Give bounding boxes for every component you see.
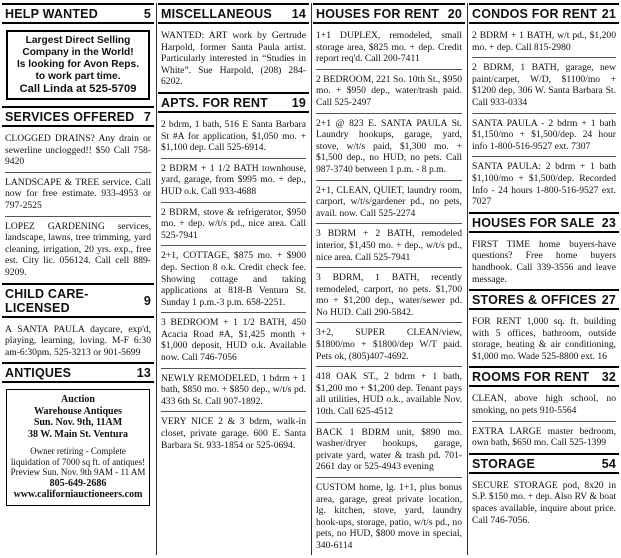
section-number: 32 bbox=[601, 370, 616, 385]
ad-divider bbox=[316, 322, 462, 323]
section-title: STORAGE bbox=[472, 456, 535, 471]
ad-divider bbox=[472, 156, 616, 157]
auction-line-3: Sun. Nov. 9th, 11AM bbox=[33, 417, 123, 429]
classified-ad: 2+1, CLEAN, QUIET, laundry room, carport, w/t/s/gardener pd., no pets, avail. now. Call 525-2274 bbox=[316, 184, 462, 219]
section-number: 5 bbox=[143, 7, 151, 21]
classified-ad: 2 BDRM + 1 1/2 BATH townhouse, yard, garage, from $995 mo. + dep., HUD o.k. Call 933-4688 bbox=[161, 162, 306, 197]
classified-ad: 418 OAK ST., 2 bdrm + 1 bath, $1,200 mo + $1,200 dep. Tenant pays all utilities, HUD o.k., available Nov. 10th. Call 625-4512 bbox=[316, 371, 462, 418]
avon-line-5: Call Linda at 525-5709 bbox=[19, 83, 137, 95]
section-header-help-wanted bbox=[2, 3, 154, 24]
auction-line-4: 38 W. Main St. Ventura bbox=[27, 428, 129, 440]
ad-divider bbox=[161, 411, 306, 412]
section-number: 27 bbox=[601, 293, 616, 308]
classified-ad: CLEAN, above high school, no smoking, no pets 910-5564 bbox=[472, 393, 616, 417]
classified-ad: SANTA PAULA: 2 bdrm + 1 bath $1,100/mo + $1,500/dep. Recorded Info - 24 hours 1-800-516-9527 ext. 7027 bbox=[472, 161, 616, 208]
classified-ad: 3 BEDROOM + 1 1/2 BATH, 450 Acacia Road #A, $1,425 month + $1,000 deposit, HUD o.k. Available now. Call 746-7056 bbox=[161, 317, 306, 364]
classified-ad: 2 BDRM + 1 BATH, w/t pd., $1,200 mo. + dep. Call 815-2980 bbox=[472, 30, 616, 53]
classified-ad: 2+1 @ 823 E. SANTA PAULA St. Laundry hookups, garage, yard, stove, w/t/s paid, $1,300 mo. + $1,500 dep., no HUD, no pets. Call 987-3740 between 1 p.m. - 8 p.m. bbox=[316, 117, 462, 175]
section-title: CHILD CARE-LICENSED bbox=[5, 286, 89, 315]
ad-divider bbox=[5, 172, 151, 173]
section-header-rooms-for-rent bbox=[469, 366, 619, 387]
classified-ad: SANTA PAULA - 2 bdrm + 1 bath $1,150/mo + $1,500/dep. 24 hour info 1-800-516-9527 ext. 7307 bbox=[472, 117, 616, 152]
section-number: 9 bbox=[143, 293, 151, 308]
classified-ad: CLOGGED DRAINS? Any drain or sewerline unclogged!! $50 Call 758-9420 bbox=[5, 133, 151, 168]
classified-ad: NEWLY REMODELED, 1 bdrm + 1 bath, $850 mo. + $850 dep., w/t/s pd. 433 6th St. Call 907-1892. bbox=[161, 372, 306, 407]
auction-display-ad bbox=[6, 389, 150, 506]
classified-ad: 3+2, SUPER CLEAN/view, $1800/mo + $1800/dep W/T paid. Pets ok, (805)407-4692. bbox=[316, 327, 462, 362]
section-number: 23 bbox=[601, 215, 616, 230]
ad-divider bbox=[161, 158, 306, 159]
classified-ad: BACK 1 BDRM unit, $890 mo. washer/dryer hookups, garage, private yard, water & trash pd. 701-2661 day or 525-4943 evening bbox=[316, 426, 462, 473]
classified-ad: 3 BDRM, 1 BATH, recently remodeled, carport, no pets. $1,700 mo + $1,200 dep., water/sewer pd. No HUD. Call 290-5842. bbox=[316, 272, 462, 318]
ad-divider bbox=[316, 180, 462, 181]
section-header-stores-offices bbox=[469, 289, 619, 310]
column-rule bbox=[156, 3, 157, 555]
column-3 bbox=[313, 3, 465, 555]
section-number: 20 bbox=[447, 7, 462, 21]
section-header-antiques bbox=[2, 362, 154, 383]
classified-ad: A SANTA PAULA daycare, exp'd, playing, learning, loving. M-F 6:30 am-6:30pm. 525-3213 or 901-5699 bbox=[5, 323, 151, 358]
section-number: 14 bbox=[291, 7, 306, 21]
section-header-houses-for-sale bbox=[469, 212, 619, 233]
column-1 bbox=[2, 3, 154, 555]
classified-ad: 2 BEDROOM, 221 So. 10th St., $950 mo. + $950 dep., water/trash paid. Call 525-2497 bbox=[316, 73, 462, 108]
column-rule bbox=[467, 3, 468, 555]
ad-divider bbox=[316, 113, 462, 114]
ad-divider bbox=[5, 216, 151, 217]
ad-divider bbox=[161, 202, 306, 203]
classified-ad: SECURE STORAGE pod, 8x20 in S.P. $150 mo. + dep. Also RV & boat spaces available, inquire about price. Call 746-7056. bbox=[472, 479, 616, 526]
section-title: STORES & OFFICES bbox=[472, 293, 597, 308]
auction-line-6: Preview Sun. Nov. 9th 9AM - 11 AM bbox=[10, 467, 146, 478]
section-number: 21 bbox=[601, 7, 616, 21]
ad-divider bbox=[161, 368, 306, 369]
column-rule bbox=[311, 3, 312, 555]
section-header-miscellaneous bbox=[158, 3, 309, 24]
classified-ad: 2 bdrm, 1 bath, 516 E Santa Barbara St #A for application, $1,050 mo. + $1,100 dep. Call 525-6914. bbox=[161, 118, 306, 154]
section-header-apts-for-rent bbox=[158, 92, 309, 113]
ad-divider bbox=[316, 69, 462, 70]
section-title: ROOMS FOR RENT bbox=[472, 370, 590, 385]
classified-ad: 2 BDRM, 1 BATH, garage, new paint/carpet, W/D, $1100/mo + $1200 dep, 306 W. Santa Barbara St. Call 933-0334 bbox=[472, 62, 616, 108]
section-header-child-care bbox=[2, 283, 154, 318]
section-number: 54 bbox=[601, 456, 616, 471]
classified-ad: VERY NICE 2 & 3 bdrm, walk-in closet, private garage. 600 E. Santa Barbara St. 933-1854 or 525-0694. bbox=[161, 416, 306, 451]
section-number: 13 bbox=[136, 366, 151, 381]
section-title: APTS. FOR RENT bbox=[161, 95, 268, 110]
classified-ad: LANDSCAPE & TREE service. Call now for free estimate. 933-4953 or 797-2525 bbox=[5, 176, 151, 211]
auction-line-5: Owner retiring - Complete liquidation of 7000 sq ft. of antiques! bbox=[10, 446, 146, 467]
section-number: 7 bbox=[143, 110, 151, 124]
classified-ad: EXTRA LARGE master bedroom, own bath, $650 mo. Call 525-1399 bbox=[472, 425, 616, 449]
auction-phone: 805-649-2686 bbox=[49, 477, 107, 489]
classified-ad: CUSTOM home, lg. 1+1, plus bonus area, garage, great private location, lg. kitchen, stove, yard, laundry hook-ups, storage, patio, w/t/s pd., no pets, no HUD, $800 move in special, 340-6114 bbox=[316, 482, 462, 551]
avon-line-1: Largest Direct Selling bbox=[25, 35, 131, 46]
ad-divider bbox=[316, 366, 462, 367]
section-title: ANTIQUES bbox=[5, 366, 72, 381]
auction-line-1: Auction bbox=[61, 394, 95, 406]
section-header-condos-for-rent bbox=[469, 3, 619, 24]
section-title: SERVICES OFFERED bbox=[5, 110, 135, 124]
section-number: 19 bbox=[291, 95, 306, 110]
classified-ad: 1+1 DUPLEX, remodeled, small storage area, $825 mo. + dep. Credit report req'd. Call 200-7411 bbox=[316, 30, 462, 65]
classified-ad: 2 BDRM, stove & refrigerator, $950 mo. + dep. w/t/s pd., nice area. Call 525-7941 bbox=[161, 206, 306, 241]
section-title: CONDOS FOR RENT bbox=[472, 7, 598, 21]
ad-divider bbox=[472, 421, 616, 422]
column-2 bbox=[158, 3, 309, 555]
ad-divider bbox=[316, 267, 462, 268]
auction-website: www.californiauctioneers.com bbox=[13, 489, 143, 501]
section-title: HELP WANTED bbox=[5, 7, 98, 21]
ad-divider bbox=[316, 223, 462, 224]
auction-line-2: Warehouse Antiques bbox=[34, 405, 122, 417]
avon-line-4: to work part time. bbox=[35, 71, 121, 82]
section-header-houses-for-rent bbox=[313, 3, 465, 24]
ad-divider bbox=[472, 57, 616, 58]
classified-ad: LOPEZ GARDENING services, landscape, lawns, tree trimming, yard cleaning, irrigation, 20 yrs. exp., free est. City lic. 056124. Call cell 889-9209. bbox=[5, 220, 151, 278]
section-header-storage bbox=[469, 453, 619, 474]
ad-divider bbox=[161, 245, 306, 246]
section-title: HOUSES FOR RENT bbox=[316, 7, 440, 21]
avon-line-3: Is looking for Avon Reps. bbox=[16, 59, 140, 70]
avon-display-ad bbox=[6, 30, 150, 100]
section-title: HOUSES FOR SALE bbox=[472, 215, 595, 230]
classified-ad: 2+1, COTTAGE, $875 mo. + $900 dep. Section 8 o.k. Credit check fee. Showing cottage and taking applications at 818-B Ventura St. Sunday 1 p.m.-3 p.m. 658-2251. bbox=[161, 250, 306, 308]
classified-ad: FOR RENT 1,000 sq. ft. building with 5 offices, bathroom, outside storage, heating & air conditioning, $1,000 mo. Wade 525-8800 ext. 16 bbox=[472, 316, 616, 362]
ad-divider bbox=[472, 113, 616, 114]
section-title: MISCELLANEOUS bbox=[161, 7, 272, 21]
classified-ad: FIRST TIME home buyers-have questions? Free home buyers handbook. Call 339-3556 and leave message. bbox=[472, 238, 616, 285]
classified-ad: 3 BDRM + 2 BATH, remodeled interior, $1,450 mo. + dep., w/t/s pd., nice area. Call 525-7941 bbox=[316, 228, 462, 263]
ad-divider bbox=[161, 312, 306, 313]
ad-divider bbox=[316, 422, 462, 423]
classified-ad: WANTED: ART work by Gertrude Harpold, former Santa Paula artist. Particularly interested in “Studies in White”. Sue Harpold, (208) 284-6202. bbox=[161, 30, 306, 88]
ad-divider bbox=[316, 477, 462, 478]
column-4 bbox=[469, 3, 619, 555]
section-header-services-offered bbox=[2, 106, 154, 127]
avon-line-2: Company in the World! bbox=[22, 47, 134, 58]
